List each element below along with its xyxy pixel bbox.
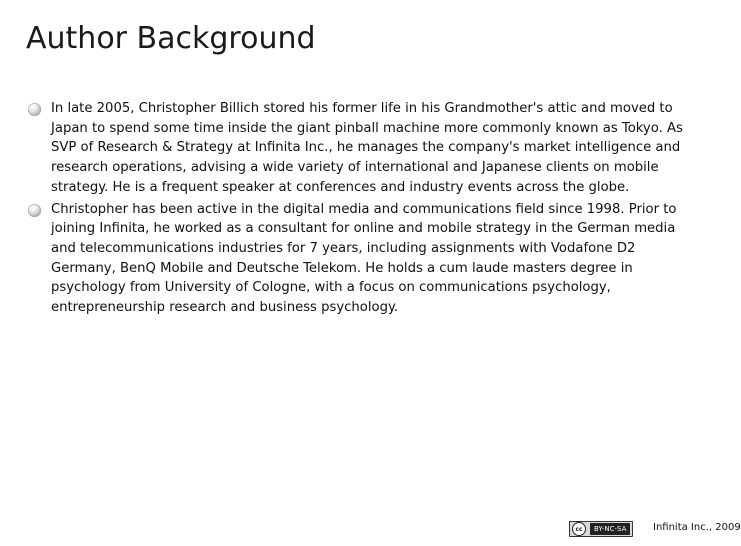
creative-commons-badge bbox=[569, 521, 633, 537]
bullet-text: In late 2005, Christopher Billich stored his former life in his Grandmother's attic and moved to Japan to spend some time inside the giant pinball machine more commonly known as Tokyo. As SVP of Research & Strategy at Infinita Inc., he manages the company's market intelligence and research operations, advising a wide variety of international and Japanese clients on mobile strategy. He is a frequent speaker at conferences and industry events across the globe. bbox=[51, 101, 683, 195]
sphere-bullet-icon bbox=[28, 103, 41, 116]
bullet-item bbox=[28, 200, 698, 318]
bullet-list bbox=[28, 99, 698, 320]
slide-title: Author Background bbox=[26, 21, 316, 56]
sphere-bullet-icon bbox=[28, 204, 41, 217]
cc-logo-icon: cc bbox=[572, 522, 586, 536]
bullet-item bbox=[28, 99, 698, 198]
copyright-text: Infinita Inc., 2009 bbox=[653, 522, 741, 533]
bullet-text: Christopher has been active in the digital media and communications field since 1998. Prior to joining Infinita, he worked as a consultant for online and mobile strategy in the German media and telecommunications industries for 7 years, including assignments with Vodafone D2 Germany, BenQ Mobile and Deutsche Telekom. He holds a cum laude masters degree in psychology from University of Cologne, with a focus on communications psychology, entrepreneurship research and business psychology. bbox=[51, 201, 677, 316]
license-terms: BY-NC-SA bbox=[590, 523, 630, 535]
